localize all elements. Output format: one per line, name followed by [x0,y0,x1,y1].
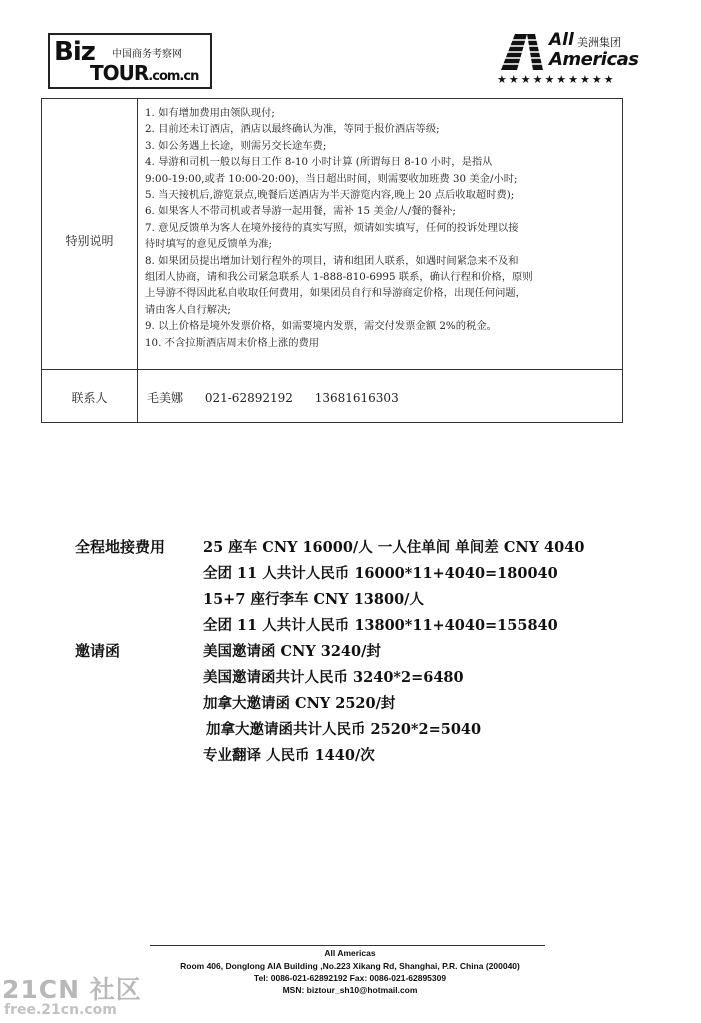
invitation-line: 美国邀请函共计人民币 3240*2=6480 [203,669,464,686]
note-line: 上导游不得因此私自收取任何费用，如果团员自行和导游商定价格，出现任何问题， [145,287,526,300]
invitation-line: 加拿大邀请函共计人民币 2520*2=5040 [206,721,482,738]
footer-rule [150,945,545,946]
note-line: 2. 目前还未订酒店，酒店以最终确认为准，等同于报价酒店等级; [145,123,440,136]
table-row-divider [42,369,622,370]
note-line: 1. 如有增加费用由领队现付; [145,107,275,119]
aa-logo-all: All [549,30,574,50]
contact-phone-mobile: 13681616303 [314,391,399,405]
note-line: 5. 当天接机后,游览景点,晚餐后送酒店为半天游览内容,晚上 20 点后收取超时费); [145,189,515,202]
watermark-21cn: 21CN 社区 [2,975,142,1004]
biz-logo-biz: Biz [54,37,95,67]
invitation-line: 加拿大邀请函 CNY 2520/封 [203,695,396,712]
special-notes-list [145,105,619,351]
biz-logo-tour-word: TOUR [90,61,149,85]
footer-tel-fax: Tel: 0086-021-62892192 Fax: 0086-021-62895309 [253,973,447,983]
ground-cost-line: 25 座车 CNY 16000/人 一人住单间 单间差 CNY 4040 [203,539,585,556]
contact-info [147,389,417,406]
note-line: 9:00-19:00,或者 10:00-20:00)，当日超出时间，则需要收加班费 30 美金/小时; [145,172,518,185]
footer-msn: MSN: biztour_sh10@hotmail.com [282,985,418,995]
note-line: 待时填写的意见反馈单为准; [145,238,273,251]
note-line: 4. 导游和司机一般以每日工作 8-10 小时计算 (所谓每日 8-10 小时，是指从 [145,156,493,169]
biz-logo-domain: .com.cn [148,69,199,84]
aa-logo-stars: ★★★★★★★★★★ [497,73,616,86]
note-line: 10. 不含拉斯酒店周末价格上涨的费用 [145,336,320,349]
footer-company: All Americas [324,948,376,958]
note-line: 7. 意见反馈单为客人在境外接待的真实写照，烦请如实填写，任何的投诉处理以接 [145,221,519,234]
aa-logo-americas: Americas [549,49,639,70]
ground-cost-line: 15+7 座行李车 CNY 13800/人 [203,591,424,608]
note-line: 3. 如公务遇上长途，则需另交长途车费; [145,139,327,152]
ground-cost-line: 全团 11 人共计人民币 13800*11+4040=155840 [203,617,558,634]
biz-logo-cn: 中国商务考察网 [112,49,182,60]
ground-cost-line: 全团 11 人共计人民币 16000*11+4040=180040 [203,565,558,582]
aa-logo-cn: 美洲集团 [577,36,621,49]
notes-table [41,98,623,423]
note-line: 组团人协商，请和我公司紧急联系人 1-888-810-6995 联系，确认行程和价格，原则 [145,271,533,284]
contact-name: 毛美娜 [147,391,184,405]
special-notes-label: 特别说明 [65,234,114,248]
note-line: 请由客人自行解决; [145,303,231,316]
note-line: 9. 以上价格是境外发票价格，如需要境内发票，需交付发票金额 2%的税金。 [145,320,497,333]
invitation-label: 邀请函 [75,642,121,660]
ground-cost-label: 全程地接费用 [75,538,166,556]
footer-address: Room 406, Donglong AIA Building ,No.223 Xikang Rd, Shanghai, P.R. China (200040) [180,961,520,971]
note-line: 8. 如果团员提出增加计划行程外的项目，请和组团人联系，如遇时间紧急来不及和 [145,254,519,267]
invitation-line: 美国邀请函 CNY 3240/封 [203,643,381,660]
translation-line: 专业翻译 人民币 1440/次 [203,747,375,764]
biz-logo-tour [90,61,198,85]
all-americas-logo [497,30,647,90]
biztour-logo [48,33,212,89]
contact-phone-office: 021-62892192 [204,391,293,405]
table-column-divider [137,99,138,422]
contact-label: 联系人 [71,391,108,405]
note-line: 6. 如果客人不带司机或者导游一起用餐，需补 15 美金/人/餐的餐补; [145,205,456,218]
all-americas-a-mark-icon [497,32,547,72]
watermark-url: free.21cn.com [4,1002,117,1018]
